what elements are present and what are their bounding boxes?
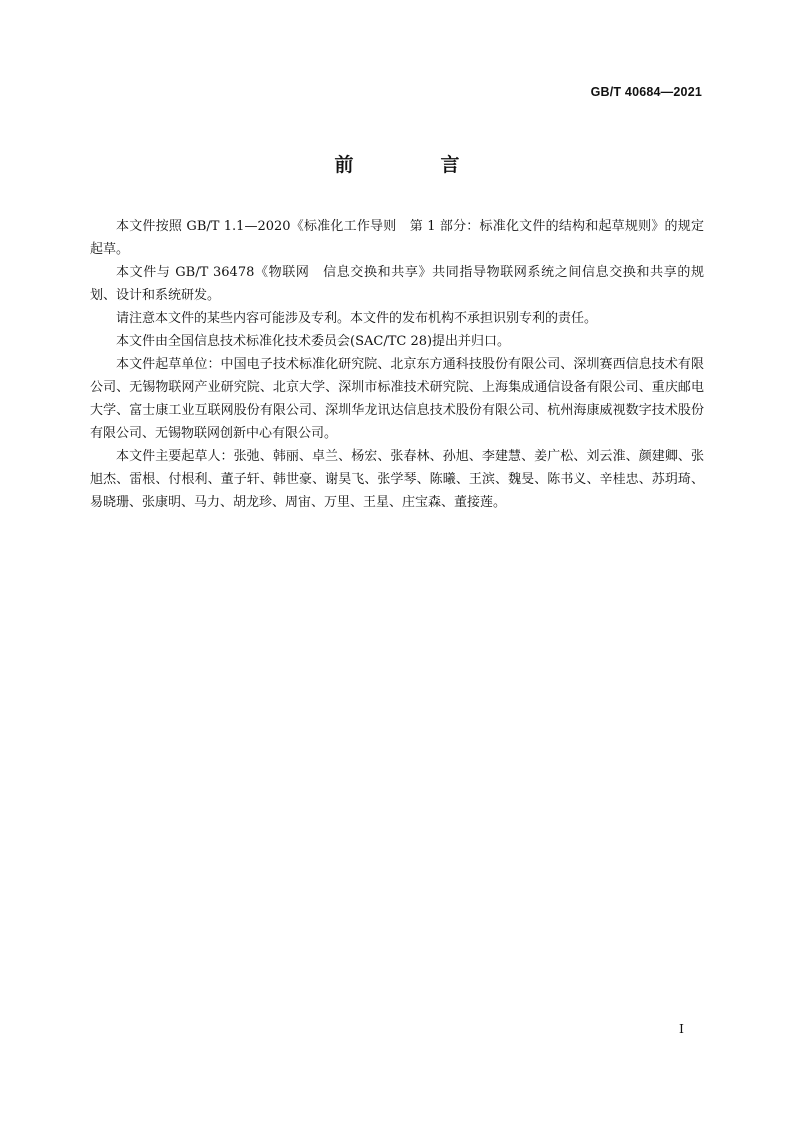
- paragraph-drafting-rules: 本文件按照 GB/T 1.1—2020《标准化工作导则 第 1 部分：标准化文件的结构和起草规则》的规定起草。: [90, 219, 704, 257]
- paragraph-proposer: 本文件由全国信息技术标准化技术委员会(SAC/TC 28)提出并归口。: [116, 334, 511, 349]
- page-number: I: [679, 1021, 684, 1036]
- paragraph-patent-notice: 请注意本文件的某些内容可能涉及专利。本文件的发布机构不承担识别专利的责任。: [116, 311, 598, 326]
- paragraph-drafting-units: 本文件起草单位：中国电子技术标准化研究院、北京东方通科技股份有限公司、深圳赛西信息技术有限公司、无锡物联网产业研究院、北京大学、深圳市标准技术研究院、上海集成通信设备有限公司、重庆邮电大学、富士康工业互联网股份有限公司、深圳华龙讯达信息技术股份有限公司、杭州海康威视数字技术股份有限公司、无锡物联网创新中心有限公司。: [90, 357, 704, 441]
- foreword-body: [90, 215, 704, 514]
- paragraph-related-standard: 本文件与 GB/T 36478《物联网 信息交换和共享》共同指导物联网系统之间信息交换和共享的规划、设计和系统研发。: [90, 265, 704, 303]
- paragraph-drafters: 本文件主要起草人：张弛、韩丽、卓兰、杨宏、张春林、孙旭、李建慧、姜广松、刘云淮、颜建卿、张旭杰、雷根、付根利、董子轩、韩世豪、谢昊飞、张学琴、陈曦、王滨、魏旻、陈书义、辛桂忠、苏玥琦、易晓珊、张康明、马力、胡龙珍、周宙、万里、王星、庄宝森、董接莲。: [90, 449, 704, 510]
- standard-code: GB/T 40684—2021: [590, 85, 702, 99]
- page-title: 前 言: [334, 154, 494, 176]
